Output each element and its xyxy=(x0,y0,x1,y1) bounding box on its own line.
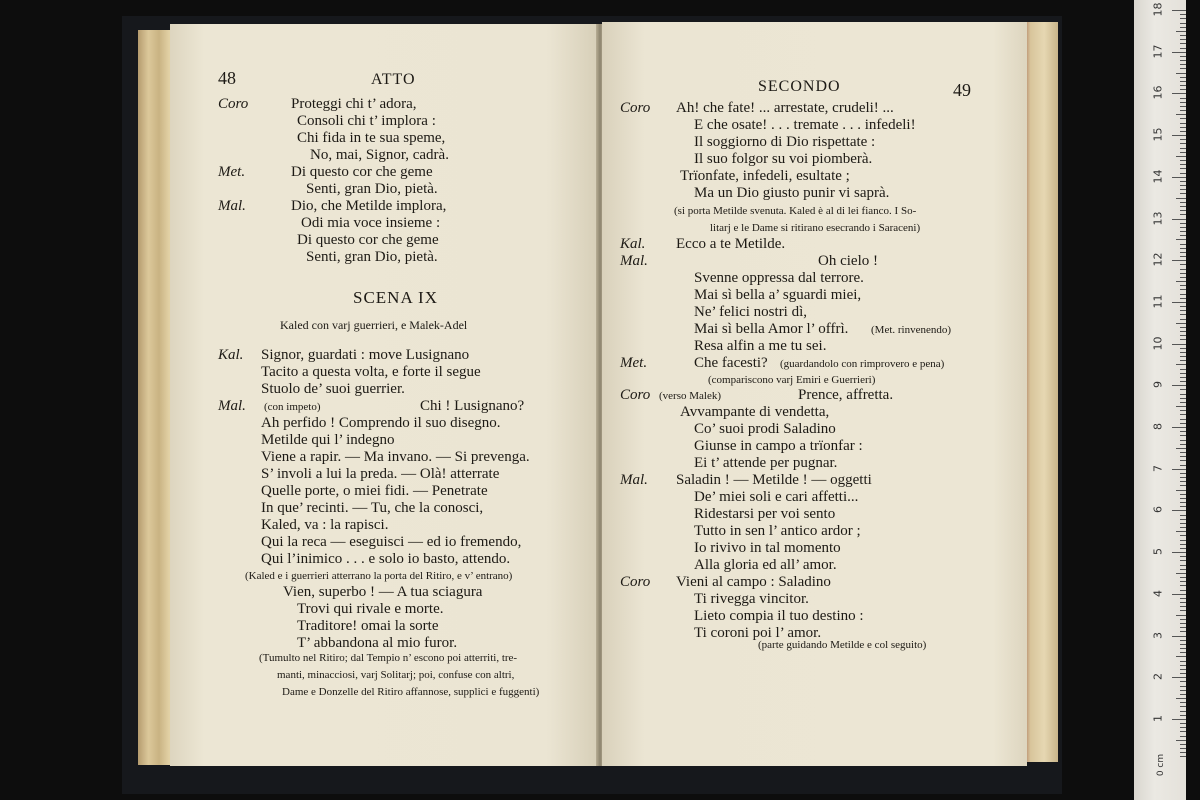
verse-line: Ah perfido ! Comprendo il suo disegno. xyxy=(261,415,501,431)
ruler-tick xyxy=(1176,740,1186,741)
ruler-tick xyxy=(1180,206,1186,207)
speaker: Coro xyxy=(620,387,651,403)
ruler-tick xyxy=(1180,673,1186,674)
ruler-tick xyxy=(1180,694,1186,695)
verse-line: Ti coroni poi l’ amor. xyxy=(694,625,822,641)
ruler-tick xyxy=(1180,610,1186,611)
verse-line: Dio, che Metilde implora, xyxy=(291,198,447,214)
ruler-tick xyxy=(1176,114,1186,115)
verse-line: Ma un Dio giusto punir vi saprà. xyxy=(694,185,890,201)
stage-note: (Met. rinvenendo) xyxy=(871,324,952,336)
verse-line: Viene a rapir. — Ma invano. — Si prevenga. xyxy=(261,449,530,465)
ruler-tick xyxy=(1180,440,1186,441)
ruler-tick xyxy=(1180,110,1186,111)
ruler-number: 11 xyxy=(1151,294,1165,309)
ruler-tick xyxy=(1180,711,1186,712)
ruler-tick xyxy=(1180,18,1186,19)
verse-line: Qui l’inimico . . . e solo io basto, attendo. xyxy=(261,551,511,567)
ruler-tick xyxy=(1180,669,1186,670)
ruler-tick xyxy=(1180,381,1186,382)
ruler-tick xyxy=(1180,389,1186,390)
ruler-tick xyxy=(1180,285,1186,286)
ruler-tick xyxy=(1180,648,1186,649)
ruler-tick xyxy=(1180,535,1186,536)
ruler-number: 7 xyxy=(1151,464,1165,472)
ruler-tick xyxy=(1176,698,1186,699)
ruler-tick xyxy=(1180,681,1186,682)
ruler-tick xyxy=(1180,64,1186,65)
ruler-tick xyxy=(1180,377,1186,378)
right-page-number: 49 xyxy=(953,80,971,100)
verse-line: Chi ! Lusignano? xyxy=(420,398,525,414)
ruler-tick xyxy=(1180,181,1186,182)
ruler-tick xyxy=(1180,89,1186,90)
ruler-tick xyxy=(1172,52,1186,53)
ruler-tick xyxy=(1180,231,1186,232)
ruler-tick xyxy=(1180,248,1186,249)
verse-line: Alla gloria ed all’ amor. xyxy=(694,557,837,573)
ruler-tick xyxy=(1180,748,1186,749)
ruler-tick xyxy=(1180,85,1186,86)
ruler-tick xyxy=(1180,702,1186,703)
verse-line: Traditore! omai la sorte xyxy=(297,618,439,634)
verse-line: Ecco a te Metilde. xyxy=(676,236,786,252)
ruler-tick xyxy=(1180,756,1186,757)
verse-line: Avvampante di vendetta, xyxy=(680,404,830,420)
ruler-tick xyxy=(1176,364,1186,365)
ruler-number: 10 xyxy=(1151,336,1165,351)
ruler-tick xyxy=(1180,131,1186,132)
ruler-tick xyxy=(1180,102,1186,103)
scene-title: SCENA IX xyxy=(353,288,438,307)
ruler-tick xyxy=(1180,35,1186,36)
ruler-tick xyxy=(1180,606,1186,607)
ruler-number: 14 xyxy=(1151,169,1165,184)
ruler-tick xyxy=(1176,156,1186,157)
ruler-tick xyxy=(1180,81,1186,82)
verse-line: Il soggiorno di Dio rispettate : xyxy=(694,134,876,150)
ruler-tick xyxy=(1180,519,1186,520)
ruler-tick xyxy=(1180,414,1186,415)
verse-line: Qui la reca — eseguisci — ed io fremendo, xyxy=(261,534,522,550)
verse-line: Svenne oppressa dal terrore. xyxy=(694,270,864,286)
ruler-tick xyxy=(1180,352,1186,353)
ruler-tick xyxy=(1180,310,1186,311)
stage-note: (verso Malek) xyxy=(659,390,722,402)
verse-line: In que’ recinti. — Tu, che la conosci, xyxy=(261,500,484,516)
verse-line: De’ miei soli e cari affetti... xyxy=(694,489,859,505)
ruler-tick xyxy=(1176,490,1186,491)
speaker: Kal. xyxy=(620,236,646,252)
verse-line: No, mai, Signor, cadrà. xyxy=(310,147,449,163)
ruler-tick xyxy=(1180,294,1186,295)
ruler-tick xyxy=(1180,168,1186,169)
ruler-tick xyxy=(1180,515,1186,516)
ruler-tick xyxy=(1180,98,1186,99)
verse-line: Chi fida in te sua speme, xyxy=(297,130,446,146)
ruler-tick xyxy=(1180,244,1186,245)
ruler-tick xyxy=(1180,452,1186,453)
ruler-tick xyxy=(1180,39,1186,40)
ruler-tick xyxy=(1180,48,1186,49)
ruler-tick xyxy=(1180,744,1186,745)
ruler-tick xyxy=(1180,327,1186,328)
ruler-tick xyxy=(1180,339,1186,340)
ruler-tick xyxy=(1180,143,1186,144)
ruler-tick xyxy=(1180,585,1186,586)
verse-line: Ah! che fate! ... arrestate, crudeli! ... xyxy=(676,100,894,116)
ruler-tick xyxy=(1172,385,1186,386)
ruler-tick xyxy=(1176,448,1186,449)
ruler-tick xyxy=(1180,152,1186,153)
ruler-tick xyxy=(1180,644,1186,645)
ruler-tick xyxy=(1176,239,1186,240)
ruler-tick xyxy=(1180,465,1186,466)
verse-line: Di questo cor che geme xyxy=(291,164,433,180)
ruler-tick xyxy=(1180,227,1186,228)
stage-direction: (Kaled e i guerrieri atterrano la porta del Ritiro, e v’ entrano) xyxy=(245,570,513,582)
ruler-tick xyxy=(1172,135,1186,136)
ruler-tick xyxy=(1172,93,1186,94)
ruler-tick xyxy=(1180,373,1186,374)
ruler-tick xyxy=(1172,260,1186,261)
ruler-tick xyxy=(1172,719,1186,720)
verse-line: Il suo folgor su voi piomberà. xyxy=(694,151,873,167)
ruler-number: 8 xyxy=(1151,423,1165,430)
left-running-head: ATTO xyxy=(371,71,416,88)
stage-direction: Dame e Donzelle del Ritiro affannose, supplici e fuggenti) xyxy=(282,686,540,698)
ruler-number: 1 xyxy=(1151,714,1165,722)
verse-line: T’ abbandona al mio furor. xyxy=(297,635,458,651)
ruler-number: 16 xyxy=(1151,85,1165,100)
ruler-tick xyxy=(1180,139,1186,140)
ruler-tick xyxy=(1180,335,1186,336)
ruler-tick xyxy=(1180,273,1186,274)
ruler-tick xyxy=(1180,402,1186,403)
ruler-tick xyxy=(1180,752,1186,753)
ruler-tick xyxy=(1180,160,1186,161)
ruler-tick xyxy=(1176,198,1186,199)
speaker: Met. xyxy=(620,355,648,371)
ruler-tick xyxy=(1176,281,1186,282)
ruler-tick xyxy=(1180,394,1186,395)
verse-line: Kaled, va : la rapisci. xyxy=(261,517,389,533)
verse-line: Quelle porte, o miei fidi. — Penetrate xyxy=(261,483,488,499)
verse-line: Lieto compia il tuo destino : xyxy=(694,608,864,624)
ruler-tick xyxy=(1180,127,1186,128)
ruler-tick xyxy=(1180,223,1186,224)
ruler-tick xyxy=(1172,552,1186,553)
stage-note: (guardandolo con rimprovero e pena) xyxy=(780,358,945,370)
stage-direction: litarj e le Dame si ritirano esecrando i Saraceni) xyxy=(710,222,921,234)
ruler-number: 15 xyxy=(1151,127,1165,142)
stage-direction: (compariscono varj Emiri e Guerrieri) xyxy=(708,374,876,386)
measurement-ruler xyxy=(1134,0,1186,800)
verse-line: Trïonfate, infedeli, esultate ; xyxy=(680,168,850,184)
ruler-unit-label: 0 cm xyxy=(1156,753,1167,777)
ruler-tick xyxy=(1176,615,1186,616)
ruler-tick xyxy=(1180,590,1186,591)
ruler-tick xyxy=(1180,306,1186,307)
ruler-tick xyxy=(1180,14,1186,15)
verse-line: Ti rivegga vincitor. xyxy=(694,591,809,607)
ruler-tick xyxy=(1180,23,1186,24)
ruler-tick xyxy=(1180,314,1186,315)
verse-line: Resa alfin a me tu sei. xyxy=(694,338,827,354)
right-page xyxy=(602,22,1027,766)
ruler-number: 3 xyxy=(1151,631,1165,639)
ruler-tick xyxy=(1176,573,1186,574)
ruler-tick xyxy=(1180,319,1186,320)
verse-line: Mai sì bella a’ sguardi miei, xyxy=(694,287,862,303)
ruler-tick xyxy=(1172,677,1186,678)
ruler-tick xyxy=(1180,173,1186,174)
ruler-tick xyxy=(1180,627,1186,628)
ruler-tick xyxy=(1180,269,1186,270)
ruler-tick xyxy=(1180,256,1186,257)
ruler-tick xyxy=(1180,106,1186,107)
ruler-tick xyxy=(1180,60,1186,61)
ruler-tick xyxy=(1180,189,1186,190)
ruler-tick xyxy=(1180,485,1186,486)
ruler-tick xyxy=(1180,577,1186,578)
ruler-tick xyxy=(1180,331,1186,332)
ruler-tick xyxy=(1180,481,1186,482)
ruler-tick xyxy=(1180,690,1186,691)
ruler-tick xyxy=(1180,494,1186,495)
ruler-number: 4 xyxy=(1151,589,1165,597)
verse-line: E che osate! . . . tremate . . . infedeli! xyxy=(694,117,916,133)
stage-direction: (si porta Metilde svenuta. Kaled è al di lei fianco. I So- xyxy=(674,205,917,217)
ruler-tick xyxy=(1180,706,1186,707)
ruler-tick xyxy=(1180,123,1186,124)
speaker: Met. xyxy=(218,164,246,180)
ruler-tick xyxy=(1180,544,1186,545)
verse-line: Ei t’ attende per pugnar. xyxy=(694,455,838,471)
ruler-tick xyxy=(1172,302,1186,303)
ruler-number: 18 xyxy=(1151,2,1165,17)
verse-line: Senti, gran Dio, pietà. xyxy=(306,249,438,265)
ruler-tick xyxy=(1180,77,1186,78)
ruler-tick xyxy=(1176,31,1186,32)
ruler-tick xyxy=(1180,235,1186,236)
verse-line: Prence, affretta. xyxy=(798,387,894,403)
ruler-tick xyxy=(1180,27,1186,28)
left-page xyxy=(170,24,598,766)
verse-line: Co’ suoi prodi Saladino xyxy=(694,421,836,437)
ruler-tick xyxy=(1180,665,1186,666)
ruler-tick xyxy=(1180,298,1186,299)
verse-line: Di questo cor che geme xyxy=(297,232,439,248)
verse-line: Stuolo de’ suoi guerrier. xyxy=(261,381,405,397)
ruler-tick xyxy=(1172,469,1186,470)
verse-line: Signor, guardati : move Lusignano xyxy=(261,347,470,363)
ruler-number: 6 xyxy=(1151,506,1165,514)
ruler-tick xyxy=(1180,652,1186,653)
ruler-tick xyxy=(1180,686,1186,687)
ruler-tick xyxy=(1180,661,1186,662)
ruler-tick xyxy=(1180,435,1186,436)
ruler-tick xyxy=(1180,264,1186,265)
verse-line: Odi mia voce insieme : xyxy=(301,215,441,231)
ruler-number: 5 xyxy=(1151,548,1165,556)
ruler-tick xyxy=(1180,148,1186,149)
ruler-tick xyxy=(1180,289,1186,290)
verse-line: Giunse in campo a trïonfar : xyxy=(694,438,863,454)
verse-line: Ridestarsi per voi sento xyxy=(694,506,836,522)
ruler-tick xyxy=(1180,506,1186,507)
speaker: Mal. xyxy=(620,253,648,269)
stage-direction: (parte guidando Metilde e col seguito) xyxy=(758,639,927,651)
verse-line: Che facesti? xyxy=(694,355,768,371)
ruler-tick xyxy=(1180,581,1186,582)
ruler-tick xyxy=(1176,656,1186,657)
verse-line: Vien, superbo ! — A tua sciagura xyxy=(283,584,483,600)
ruler-tick xyxy=(1180,193,1186,194)
ruler-tick xyxy=(1180,348,1186,349)
ruler-tick xyxy=(1180,548,1186,549)
ruler-tick xyxy=(1180,185,1186,186)
ruler-number: 2 xyxy=(1151,673,1165,681)
ruler-tick xyxy=(1180,623,1186,624)
stage-direction: (Tumulto nel Ritiro; dal Tempio n’ escono poi atterriti, tre- xyxy=(259,652,518,664)
ruler-tick xyxy=(1180,540,1186,541)
ruler-tick xyxy=(1180,477,1186,478)
ruler-tick xyxy=(1172,510,1186,511)
right-running-head: SECONDO xyxy=(758,78,841,95)
ruler-tick xyxy=(1180,118,1186,119)
ruler-tick xyxy=(1180,456,1186,457)
speaker: Coro xyxy=(620,574,651,590)
ruler-tick xyxy=(1180,723,1186,724)
ruler-tick xyxy=(1180,631,1186,632)
stage-direction: manti, minacciosi, varj Solitarj; poi, confuse con altri, xyxy=(277,669,515,681)
ruler-tick xyxy=(1180,736,1186,737)
ruler-tick xyxy=(1180,498,1186,499)
ruler-tick xyxy=(1180,356,1186,357)
ruler-tick xyxy=(1172,427,1186,428)
ruler-tick xyxy=(1180,569,1186,570)
ruler-number: 12 xyxy=(1151,252,1165,267)
speaker: Mal. xyxy=(218,398,246,414)
ruler-tick xyxy=(1180,731,1186,732)
ruler-tick xyxy=(1172,219,1186,220)
scene-cast: Kaled con varj guerrieri, e Malek-Adel xyxy=(280,318,468,332)
ruler-tick xyxy=(1180,202,1186,203)
ruler-tick xyxy=(1180,419,1186,420)
ruler-tick xyxy=(1180,431,1186,432)
speaker: Coro xyxy=(620,100,651,116)
verse-line: Proteggi chi t’ adora, xyxy=(291,96,417,112)
ruler-tick xyxy=(1180,473,1186,474)
verse-line: Ne’ felici nostri dì, xyxy=(694,304,808,320)
ruler-tick xyxy=(1180,277,1186,278)
ruler-tick xyxy=(1172,594,1186,595)
verse-line: Consoli chi t’ implora : xyxy=(297,113,436,129)
ruler-number: 17 xyxy=(1151,44,1165,59)
ruler-tick xyxy=(1172,177,1186,178)
ruler-tick xyxy=(1180,556,1186,557)
ruler-tick xyxy=(1180,369,1186,370)
ruler-tick xyxy=(1172,10,1186,11)
ruler-tick xyxy=(1176,73,1186,74)
ruler-tick xyxy=(1180,565,1186,566)
ruler-tick xyxy=(1176,323,1186,324)
verse-line: Tutto in sen l’ antico ardor ; xyxy=(694,523,861,539)
speaker: Mal. xyxy=(218,198,246,214)
ruler-tick xyxy=(1180,598,1186,599)
ruler-tick xyxy=(1180,56,1186,57)
ruler-tick xyxy=(1180,360,1186,361)
ruler-tick xyxy=(1180,210,1186,211)
verse-line: S’ involi a lui la preda. — Olà! atterrate xyxy=(261,466,500,482)
verse-line: Io rivivo in tal momento xyxy=(694,540,841,556)
verse-line: Senti, gran Dio, pietà. xyxy=(306,181,438,197)
ruler-tick xyxy=(1180,727,1186,728)
ruler-tick xyxy=(1180,523,1186,524)
verse-line: Trovi qui rivale e morte. xyxy=(297,601,444,617)
verse-line: Vieni al campo : Saladino xyxy=(676,574,831,590)
verse-line: Metilde qui l’ indegno xyxy=(261,432,395,448)
ruler-tick xyxy=(1180,214,1186,215)
ruler-tick xyxy=(1172,344,1186,345)
ruler-tick xyxy=(1180,460,1186,461)
ruler-tick xyxy=(1180,410,1186,411)
ruler-tick xyxy=(1180,640,1186,641)
stage-note: (con impeto) xyxy=(264,401,321,413)
ruler-tick xyxy=(1180,423,1186,424)
speaker: Kal. xyxy=(218,347,244,363)
speaker: Mal. xyxy=(620,472,648,488)
verse-line: Tacito a questa volta, e forte il segue xyxy=(261,364,481,380)
ruler-tick xyxy=(1180,602,1186,603)
left-page-number: 48 xyxy=(218,68,236,88)
ruler-tick xyxy=(1180,43,1186,44)
ruler-tick xyxy=(1172,636,1186,637)
ruler-number: 13 xyxy=(1151,211,1165,225)
speaker: Coro xyxy=(218,96,249,112)
ruler-tick xyxy=(1180,252,1186,253)
ruler-tick xyxy=(1180,164,1186,165)
ruler-tick xyxy=(1180,502,1186,503)
ruler-tick xyxy=(1180,619,1186,620)
ruler-tick xyxy=(1180,560,1186,561)
ruler-tick xyxy=(1180,527,1186,528)
ruler-tick xyxy=(1180,715,1186,716)
ruler-tick xyxy=(1176,406,1186,407)
ruler-tick xyxy=(1180,398,1186,399)
ruler-tick xyxy=(1180,444,1186,445)
verse-line: Oh cielo ! xyxy=(818,253,878,269)
verse-line: Saladin ! — Metilde ! — oggetti xyxy=(676,472,872,488)
verse-line: Mai sì bella Amor l’ offrì. xyxy=(694,321,849,337)
ruler-number: 9 xyxy=(1151,381,1165,389)
ruler-tick xyxy=(1176,531,1186,532)
ruler-tick xyxy=(1180,68,1186,69)
